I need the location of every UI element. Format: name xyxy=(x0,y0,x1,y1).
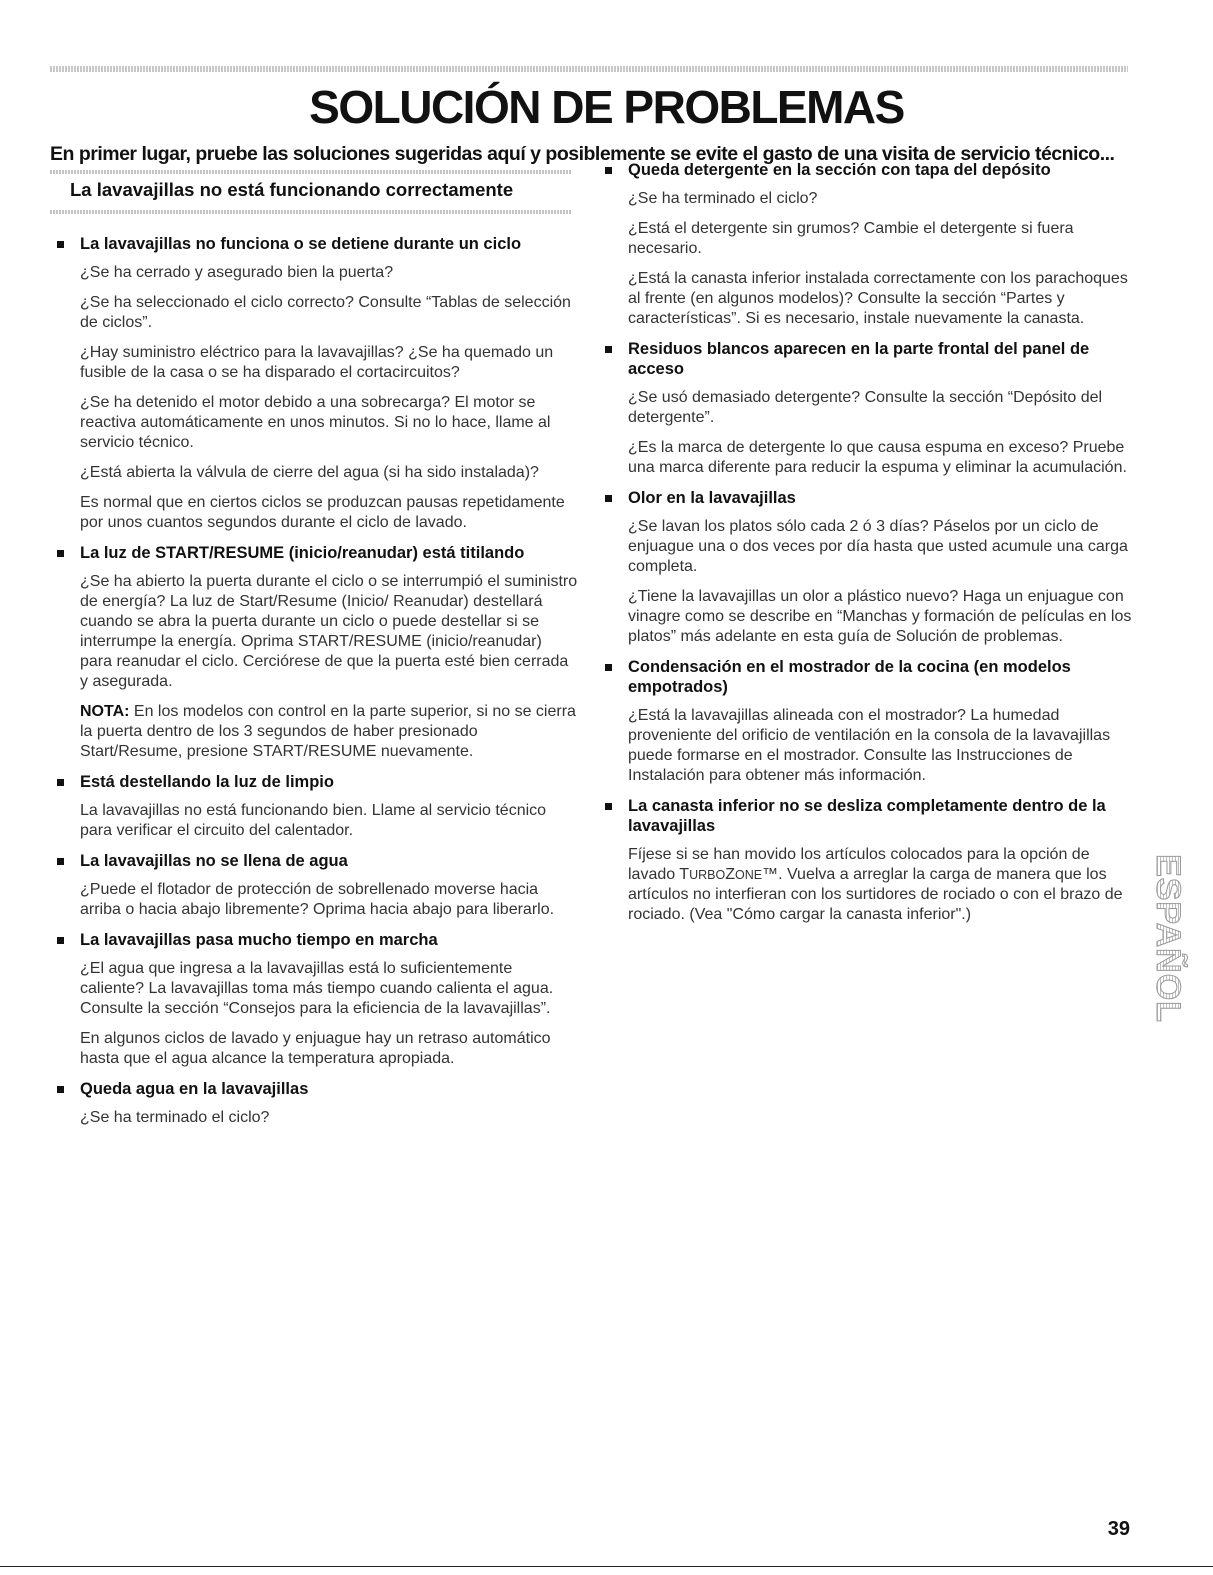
bullet-square-icon xyxy=(605,664,612,671)
item-title: La canasta inferior no se desliza completamente dentro de la lavavajillas xyxy=(628,797,1106,835)
troubleshoot-item xyxy=(50,930,578,1069)
item-paragraph: ¿Es la marca de detergente lo que causa espuma en exceso? Pruebe una marca diferente para reducir la espuma y eliminar la acumulación. xyxy=(628,439,1127,476)
bullet-square-icon xyxy=(605,346,612,353)
nota-label: NOTA: xyxy=(80,703,130,720)
troubleshoot-item xyxy=(50,1079,578,1128)
item-paragraph: ¿Se ha cerrado y asegurado bien la puerta? xyxy=(80,264,394,281)
bullet-square-icon xyxy=(605,803,612,810)
right-column xyxy=(598,160,1138,935)
troubleshoot-item xyxy=(50,851,578,920)
troubleshoot-item xyxy=(598,160,1138,329)
bullet-square-icon xyxy=(605,167,612,174)
page-subtitle: En primer lugar, pruebe las soluciones sugeridas aquí y posiblemente se evite el gasto de una visita de servicio técnico... xyxy=(50,143,1115,165)
turbozone-smallcaps: URBO xyxy=(689,868,726,882)
troubleshoot-item xyxy=(598,657,1138,786)
item-paragraph: ¿Está la lavavajillas alineada con el mostrador? La humedad proveniente del orificio de ventilación en la consola de la lavavajillas puede formarse en el mostrador. Consulte las Instrucciones de Instalación para obtener más información. xyxy=(628,707,1111,784)
item-paragraph: ¿Se ha seleccionado el ciclo correcto? Consulte “Tablas de selección de ciclos”. xyxy=(80,294,571,331)
item-paragraph: ¿Se ha terminado el ciclo? xyxy=(628,190,818,207)
bullet-square-icon xyxy=(57,779,64,786)
item-paragraph: ¿Se usó demasiado detergente? Consulte la sección “Depósito del detergente”. xyxy=(628,389,1103,426)
page-title: SOLUCIÓN DE PROBLEMAS xyxy=(309,81,904,133)
item-title: Queda detergente en la sección con tapa del depósito xyxy=(628,161,1051,179)
item-title: Queda agua en la lavavajillas xyxy=(80,1080,309,1098)
troubleshoot-item xyxy=(50,772,578,841)
item-paragraph: ¿Está el detergente sin grumos? Cambie el detergente si fuera necesario. xyxy=(628,220,1074,257)
item-paragraph: En algunos ciclos de lavado y enjuague hay un retraso automático hasta que el agua alcance la temperatura apropiada. xyxy=(80,1030,551,1067)
nota-text: En los modelos con control en la parte superior, si no se cierra la puerta dentro de los 3 segundos de haber presionado Start/Resume, presione START/RESUME nuevamente. xyxy=(80,703,576,760)
bullet-square-icon xyxy=(57,550,64,557)
item-paragraph: ¿Se lavan los platos sólo cada 2 ó 3 días? Páselos por un ciclo de enjuague una o dos veces por día hasta que usted acumule una carga completa. xyxy=(628,518,1128,575)
item-paragraph: ¿Está abierta la válvula de cierre del agua (si ha sido instalada)? xyxy=(80,464,539,481)
item-paragraph: ¿Se ha abierto la puerta durante el ciclo o se interrumpió el suministro de energía? La luz de Start/Resume (Inicio/ Reanudar) destellará cuando se abra la puerta durante un ciclo o puede destellar si se interrumpe la energía. Oprima START/RESUME (inicio/reanudar) para reanudar el ciclo. Cerciórese de que la puerta esté bien cerrada y asegurada. xyxy=(80,573,578,690)
page-number: 39 xyxy=(1107,1518,1130,1540)
item-paragraph: ¿Se ha detenido el motor debido a una sobrecarga? El motor se reactiva automáticamente en unos minutos. Si no lo hace, llame al servicio técnico. xyxy=(80,394,551,451)
item-title: Olor en la lavavajillas xyxy=(628,489,796,507)
top-dotted-rule xyxy=(50,66,1128,72)
bottom-rule xyxy=(0,1566,1213,1567)
item-title: Residuos blancos aparecen en la parte frontal del panel de acceso xyxy=(628,340,1090,378)
item-title: Condensación en el mostrador de la cocina (en modelos empotrados) xyxy=(628,658,1071,696)
side-tab-label: ESPAÑOL xyxy=(1148,853,1187,1023)
bullet-square-icon xyxy=(57,858,64,865)
language-side-tab xyxy=(1148,818,1187,1058)
section-header: La lavavajillas no está funcionando correctamente xyxy=(50,170,578,210)
item-paragraph: ¿Puede el flotador de protección de sobrellenado moverse hacia arriba o hacia abajo libremente? Oprima hacia abajo para liberarlo. xyxy=(80,881,555,918)
item-title: La luz de START/RESUME (inicio/reanudar) está titilando xyxy=(80,544,525,562)
item-title: La lavavajillas no funciona o se detiene durante un ciclo xyxy=(80,235,522,253)
bullet-square-icon xyxy=(605,495,612,502)
item-paragraph: ¿El agua que ingresa a la lavavajillas está lo suficientemente caliente? La lavavajillas toma más tiempo cuando calienta el agua. Consulte la sección “Consejos para la eficiencia de la lavavajillas”. xyxy=(80,960,554,1017)
paragraph-text: ™. Vuelva a arreglar la carga de manera que los artículos no interfieran con los surtidores de rociado o con el brazo de rociado. (Vea "Cómo cargar la canasta inferior".) xyxy=(628,866,1123,923)
troubleshoot-item xyxy=(598,796,1138,925)
item-title: La lavavajillas pasa mucho tiempo en marcha xyxy=(80,931,438,949)
bullet-square-icon xyxy=(57,1086,64,1093)
troubleshoot-item xyxy=(598,488,1138,647)
troubleshoot-item xyxy=(50,234,578,533)
turbozone-smallcaps: ONE xyxy=(734,868,763,882)
item-title: Está destellando la luz de limpio xyxy=(80,773,334,791)
troubleshoot-item xyxy=(50,543,578,762)
item-paragraph: ¿Está la canasta inferior instalada correctamente con los parachoques al frente (en algunos modelos)? Consulte la sección “Partes y características”. Si es necesario, instale nuevamente la canasta. xyxy=(628,270,1128,327)
item-paragraph: La lavavajillas no está funcionando bien. Llame al servicio técnico para verificar el circuito del calentador. xyxy=(80,802,547,839)
item-paragraph xyxy=(628,845,1138,925)
troubleshoot-item xyxy=(598,339,1138,478)
paragraph-text: Fíjese si se han movido los artículos colocados para la opción de lavado T xyxy=(628,846,1090,883)
turbozone-letter: Z xyxy=(725,866,735,883)
item-paragraph: ¿Se ha terminado el ciclo? xyxy=(80,1109,270,1126)
item-paragraph: ¿Hay suministro eléctrico para la lavavajillas? ¿Se ha quemado un fusible de la casa o se ha disparado el cortacircuitos? xyxy=(80,344,554,381)
nota-paragraph xyxy=(80,702,578,762)
item-paragraph: ¿Tiene la lavavajillas un olor a plástico nuevo? Haga un enjuague con vinagre como se describe en “Manchas y formación de películas en los platos” más adelante en esta guía de Solución de problemas. xyxy=(628,588,1132,645)
bullet-square-icon xyxy=(57,241,64,248)
left-column xyxy=(50,170,578,1138)
bullet-square-icon xyxy=(57,937,64,944)
item-title: La lavavajillas no se llena de agua xyxy=(80,852,348,870)
item-paragraph: Es normal que en ciertos ciclos se produzcan pausas repetidamente por unos cuantos segundos durante el ciclo de lavado. xyxy=(80,494,565,531)
